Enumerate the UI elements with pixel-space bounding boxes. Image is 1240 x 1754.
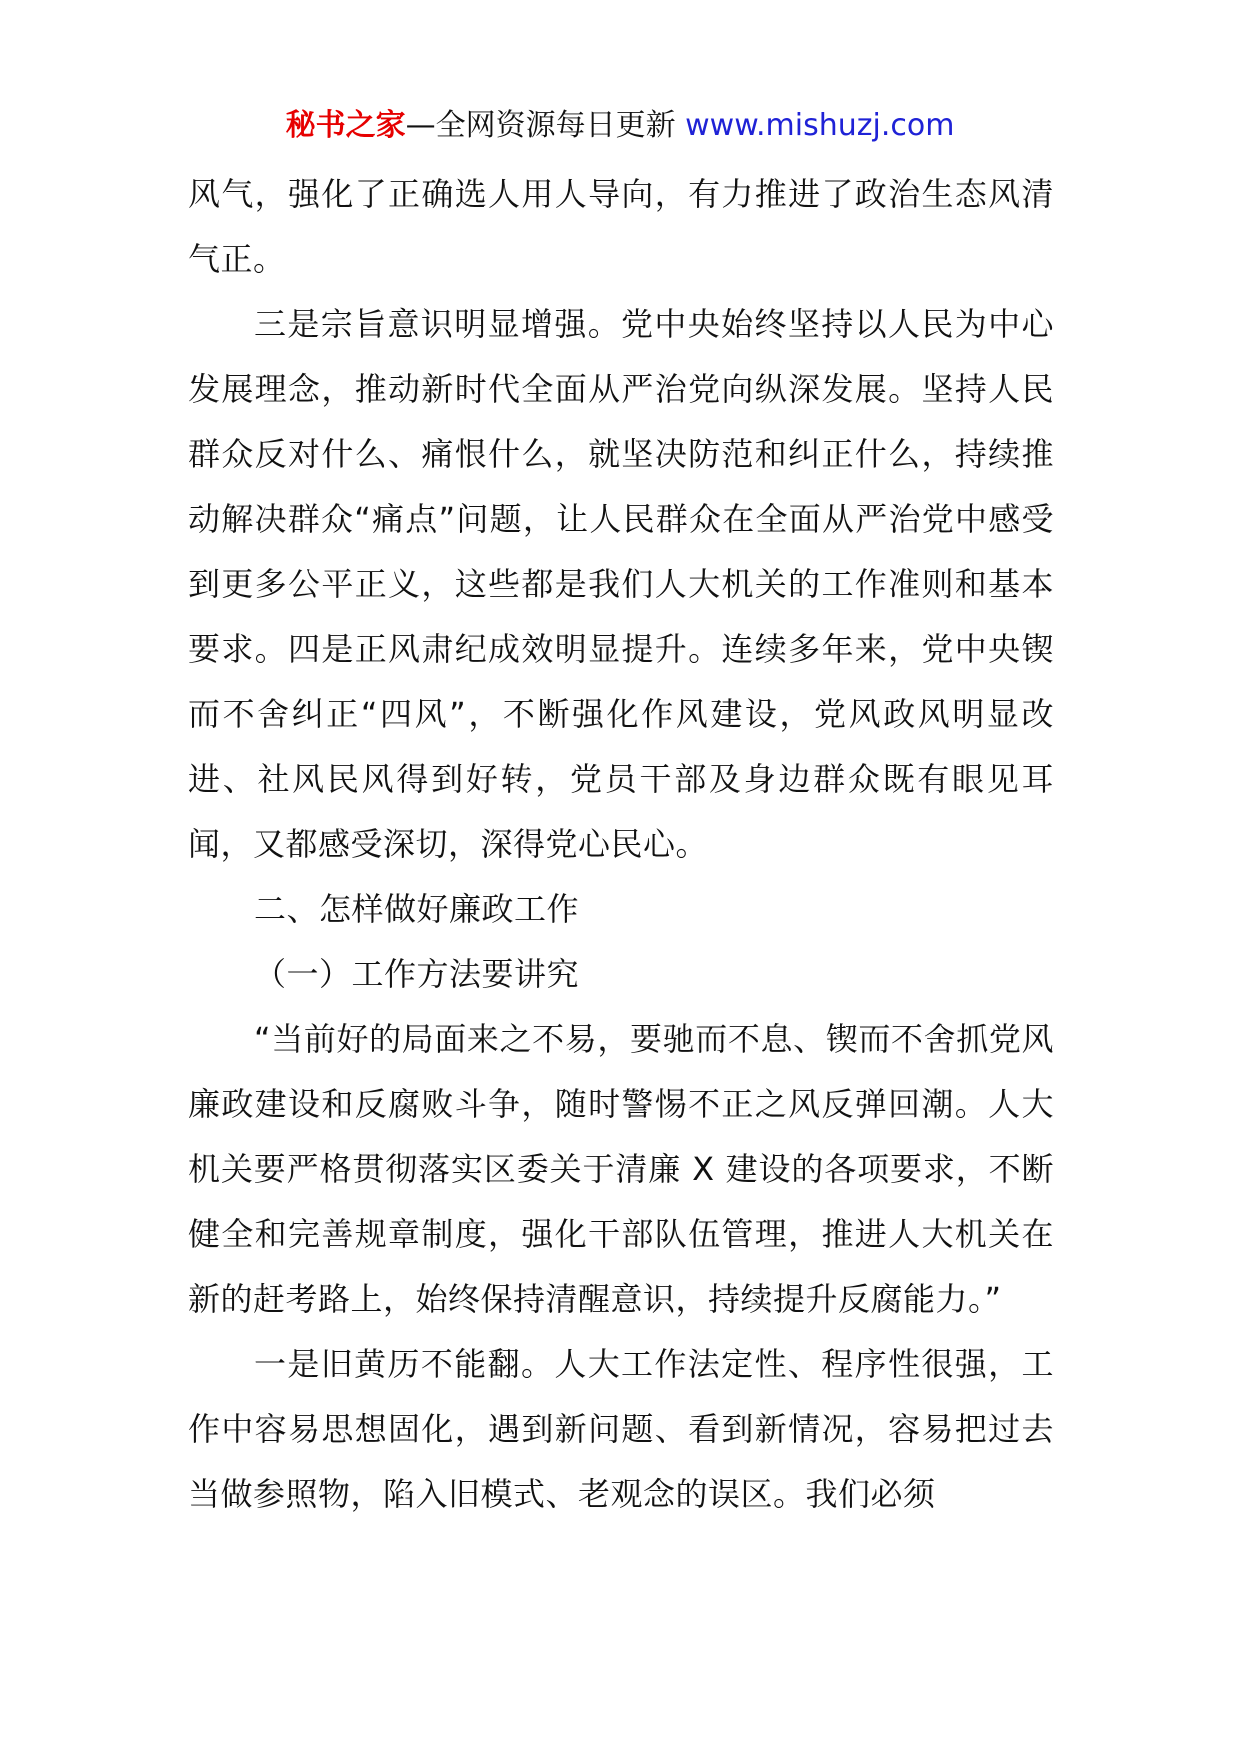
paragraph-purpose-awareness: 三是宗旨意识明显增强。党中央始终坚持以人民为中心发展理念，推动新时代全面从严治党向纵深发展。坚持人民群众反对什么、痛恨什么，就坚决防范和纠正什么，持续推动解决群众“痛点”问题，让人民群众在全面从严治党中感受到更多公平正义，这些都是我们人大机关的工作准则和基本要求。四是正风肃纪成效明显提升。连续多年来，党中央锲而不舍纠正“四风”，不断强化作风建设，党风政风明显改进、社风民风得到好转，党员干部及身边群众既有眼见耳闻，又都感受深切，深得党心民心。	[188, 305, 1054, 863]
paragraph-old-calendar: 一是旧黄历不能翻。人大工作法定性、程序性很强，工作中容易思想固化，遇到新问题、看到新情况，容易把过去当做参照物，陷入旧模式、老观念的误区。我们必须	[188, 1345, 1054, 1513]
section-heading: 二、怎样做好廉政工作	[254, 890, 580, 928]
brand-name: 秘书之家	[285, 108, 406, 143]
page-header	[0, 98, 1240, 154]
document-body	[188, 162, 1054, 1527]
site-url-link[interactable]: www.mishuzj.com	[685, 108, 955, 143]
subsection-heading: （一）工作方法要讲究	[254, 955, 580, 993]
paragraph-continuation: 风气，强化了正确选人用人导向，有力推进了政治生态风清气正。	[188, 175, 1054, 278]
quote-paragraph: “当前好的局面来之不易，要驰而不息、锲而不舍抓党风廉政建设和反腐败斗争，随时警惕不正之风反弹回潮。人大机关要严格贯彻落实区委关于清廉 X 建设的各项要求，不断健全和完善规章制度，强化干部队伍管理，推进人大机关在新的赶考路上，始终保持清醒意识，持续提升反腐能力。”	[188, 1020, 1054, 1318]
header-tagline: —全网资源每日更新	[405, 108, 686, 143]
